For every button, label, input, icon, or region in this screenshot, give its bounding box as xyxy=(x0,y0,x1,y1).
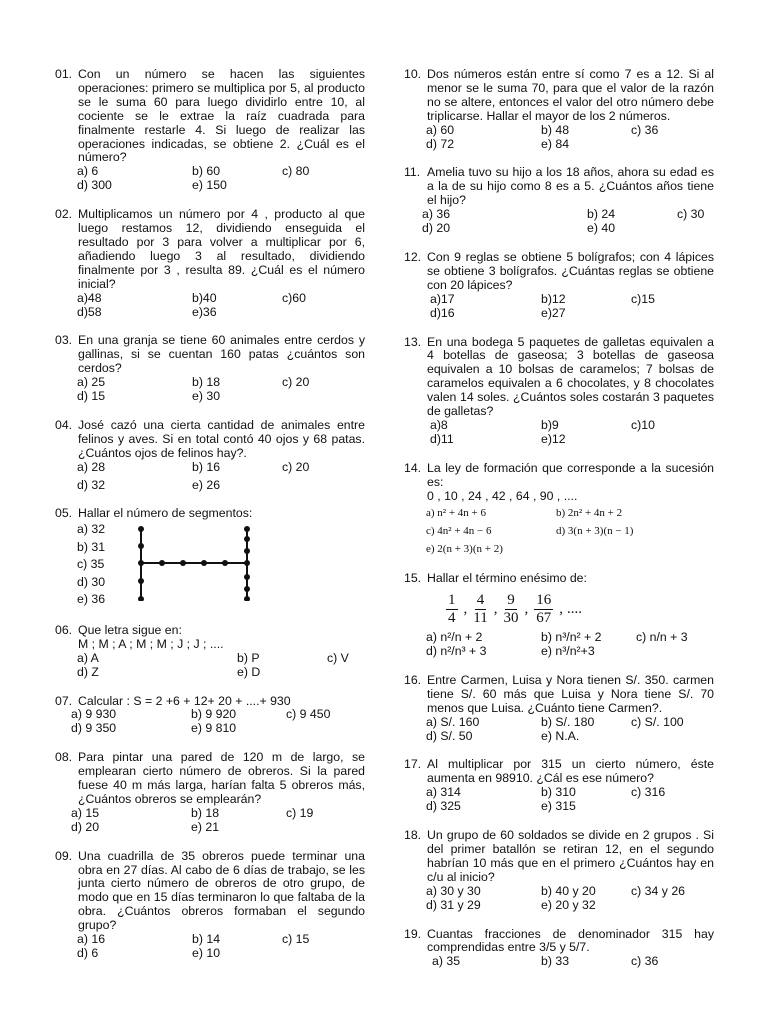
option-c: c) 20 xyxy=(282,459,310,474)
option-a: a)48 xyxy=(77,290,102,305)
option-d: d) 9 350 xyxy=(71,721,117,736)
option-c: c) V xyxy=(327,650,349,665)
option-d: d) 325 xyxy=(426,799,461,814)
option-d: d) 15 xyxy=(77,389,106,404)
option-b: b) 33 xyxy=(541,954,570,969)
option-d: d) S/. 50 xyxy=(426,728,473,743)
option-a: a) 6 xyxy=(77,164,99,179)
option-e: e) 150 xyxy=(192,178,227,193)
question-text: José cazó una cierta cantidad de animales entre felinos y aves. Si en total contó 40 ojos y 68 patas. ¿Cuántos ojos de felinos hay?. xyxy=(78,417,365,460)
question-number: 04. xyxy=(55,417,73,432)
question-17 xyxy=(404,758,714,814)
question-text: Con un número se hacen las siguientes operaciones: primero se multiplica por 5, al producto se le suma 60 para luego dividirlo entre 10, al cociente se le extrae la raíz cuadrada para finalmente restarle 4. Si luego de realizar las operaciones indicadas, se obtiene 2. ¿Cuál es el número? xyxy=(78,67,365,165)
option-a: a) S/. 160 xyxy=(426,714,480,729)
question-text: Para pintar una pared de 120 m de largo, se emplearan cierto número de obreros. Si la pared fuese 40 m más larga, harían falta 5 obreros más,¿Cuántos obreros se emplearán? xyxy=(78,750,365,806)
question-text: Con 9 reglas se obtiene 5 bolígrafos; con 4 lápices se obtiene 3 bolígrafos. ¿Cuántas reglas se obtiene con 20 lápices? xyxy=(427,249,714,292)
option-b: b) 18 xyxy=(191,805,220,820)
option-c: c) n/n + 3 xyxy=(636,630,688,645)
question-18 xyxy=(404,829,714,912)
question-07 xyxy=(55,695,365,737)
question-text: Que letra sigue en: M ; M ; A ; M ; M ; J ; J ; .... xyxy=(78,622,224,651)
option-b: b) 16 xyxy=(192,459,221,474)
option-b: b) S/. 180 xyxy=(541,714,595,729)
fraction-denominator: 30 xyxy=(503,610,519,627)
question-number: 01. xyxy=(55,67,73,81)
fraction-term xyxy=(503,592,518,627)
question-text: Amelia tuvo su hijo a los 18 años, ahora su edad es a la de su hijo como 8 es a 5. ¿Cuántos años tiene el hijo? xyxy=(427,165,714,208)
option-c: c) 35 xyxy=(77,557,105,572)
option-e: e) 315 xyxy=(541,799,576,814)
option-d: d) n²/n³ + 3 xyxy=(426,644,487,658)
option-a: a)8 xyxy=(430,417,448,432)
fraction-term xyxy=(446,592,458,627)
option-e: e) 10 xyxy=(192,946,221,960)
option-e: e) 20 y 32 xyxy=(541,897,596,912)
fraction-sequence: $\frac{1}{4}$ , $\frac{4}{11}$ , $\frac{9}{30}$ , $\frac{16}{67}$ , .... xyxy=(448,592,582,627)
option-c: c) 4n² + 4n − 6 xyxy=(426,525,492,538)
option-b: b) 40 y 20 xyxy=(541,883,596,898)
option-c: c) 80 xyxy=(282,164,310,179)
question-text: Hallar el número de segmentos: xyxy=(78,506,253,521)
option-a: a)17 xyxy=(430,291,455,306)
option-d: d) Z xyxy=(77,664,99,679)
option-a: a) 60 xyxy=(426,122,455,137)
question-number: 18. xyxy=(404,828,422,843)
question-text: Dos números están entre sí como 7 es a 12. Si al menor se le suma 70, para que el valor de la razón no se altere, entonces el valor del otro número debe triplicarse. Hallar el mayor de los 2 números. xyxy=(427,67,714,123)
option-b: b) 2n² + 4n + 2 xyxy=(556,507,623,520)
option-c: c) S/. 100 xyxy=(631,714,684,729)
option-b: b) 18 xyxy=(192,375,221,390)
question-number: 12. xyxy=(404,249,422,264)
fraction-term xyxy=(534,592,553,627)
question-number: 16. xyxy=(404,672,422,687)
question-12 xyxy=(404,251,714,321)
option-d: d) 72 xyxy=(426,136,455,151)
question-19 xyxy=(404,928,714,970)
option-d: d) 20 xyxy=(422,221,451,236)
option-e: e) 21 xyxy=(191,819,220,834)
option-c: c)10 xyxy=(631,417,655,432)
option-c: c) 20 xyxy=(282,375,310,390)
option-a: a) n² + 4n + 6 xyxy=(426,507,487,520)
question-number: 14. xyxy=(404,460,422,475)
option-d: d)16 xyxy=(430,305,455,320)
question-number: 06. xyxy=(55,622,73,637)
fraction-denominator: 4 xyxy=(448,610,456,627)
question-08 xyxy=(55,751,365,834)
fraction-denominator: 67 xyxy=(536,610,552,627)
option-e: e)27 xyxy=(541,305,566,320)
option-b: b) 9 920 xyxy=(191,707,237,722)
question-09 xyxy=(55,850,365,961)
question-text: Calcular : S = 2 +6 + 12+ 20 + ....+ 930 xyxy=(78,693,291,708)
question-02 xyxy=(55,208,365,319)
fraction-term xyxy=(473,592,487,627)
option-c: c) 15 xyxy=(282,932,310,947)
question-text: La ley de formación que corresponde a la sucesión es: 0 , 10 , 24 , 42 , 64 , 90 , .... xyxy=(427,460,714,503)
option-e: e) 40 xyxy=(587,221,616,236)
fraction-numerator: 16 xyxy=(536,592,552,609)
option-a: a) 28 xyxy=(77,459,106,474)
question-01 xyxy=(55,68,365,193)
option-b: b) 24 xyxy=(587,207,616,222)
sequence-ellipsis: .... xyxy=(566,600,582,617)
option-c: c) 9 450 xyxy=(286,707,331,722)
question-number: 11. xyxy=(404,165,421,180)
option-e: e) D xyxy=(237,664,261,679)
option-e: e) 2(n + 3)(n + 2) xyxy=(426,543,503,556)
option-c: c) 36 xyxy=(631,122,659,137)
option-e: e) 26 xyxy=(192,477,221,492)
question-text: Multiplicamos un número por 4 , producto al que luego restamos 12, dividiendo enseguida el resultado por 3 para volver a multiplicar por 6, añadiendo luego 3 al resultado, dividiendo finalmente por 3 , resulta 89. ¿Cuál es el número inicial? xyxy=(78,207,365,291)
question-04 xyxy=(55,419,365,493)
option-a: a) 9 930 xyxy=(71,707,117,722)
fraction-numerator: 9 xyxy=(507,592,515,609)
option-d: d) 3(n + 3)(n − 1) xyxy=(556,525,634,538)
option-c: c)15 xyxy=(631,291,655,306)
right-column xyxy=(404,68,714,984)
option-d: d) 32 xyxy=(77,477,106,492)
option-d: d) 30 xyxy=(77,574,106,589)
question-10 xyxy=(404,68,714,151)
question-text: Al multiplicar por 315 un cierto número, éste aumenta en 98910. ¿Cál es ese número? xyxy=(427,757,714,786)
option-b: b) P xyxy=(237,650,260,665)
option-b: b)12 xyxy=(541,291,566,306)
question-number: 19. xyxy=(404,926,422,941)
option-b: b) n³/n² + 2 xyxy=(541,630,602,645)
question-number: 08. xyxy=(55,750,73,765)
question-13 xyxy=(404,336,714,447)
option-e: e) 84 xyxy=(541,136,570,151)
option-c: c) 34 y 26 xyxy=(631,883,685,898)
option-a: a) 32 xyxy=(77,522,106,537)
option-e: e)12 xyxy=(541,431,566,446)
fraction-numerator: 1 xyxy=(448,592,456,609)
question-number: 10. xyxy=(404,67,422,81)
fraction-denominator: 11 xyxy=(473,610,488,627)
fraction-numerator: 4 xyxy=(476,592,485,609)
option-a: a) 30 y 30 xyxy=(426,883,481,898)
option-d: d) 20 xyxy=(71,819,100,834)
option-b: b)40 xyxy=(192,290,217,305)
option-e: e) N.A. xyxy=(541,728,580,743)
question-text: Entre Carmen, Luisa y Nora tienen S/. 350. carmen tiene S/. 60 más que Luisa y Nora tiene S/. 70 menos que Luisa. ¿Cuánto tiene Carmen?. xyxy=(427,672,714,715)
option-e: e) 30 xyxy=(192,389,221,404)
option-c: c) 19 xyxy=(286,805,314,820)
question-text: En una bodega 5 paquetes de galletas equivalen a 4 botellas de gaseosa; 3 botellas de gaseosa equivalen a 10 bolsas de caramelos; 7 bolsas de caramelos equivalen a 6 chocolates, y 8 chocolates valen 14 soles. ¿Cuántos soles costarán 3 paquetes de galletas? xyxy=(427,334,714,419)
option-c: c) 36 xyxy=(631,954,659,969)
option-a: a) 36 xyxy=(422,207,451,222)
question-text: Hallar el término enésimo de: xyxy=(427,571,587,586)
option-e: e)36 xyxy=(192,304,217,319)
option-d: d)58 xyxy=(77,304,102,319)
option-c: c) 316 xyxy=(631,785,666,800)
option-a: a) 35 xyxy=(432,954,461,969)
question-06 xyxy=(55,624,365,680)
option-a: a) 314 xyxy=(426,785,461,800)
question-number: 02. xyxy=(55,207,73,222)
option-c: c) 30 xyxy=(677,207,705,222)
segment-figure xyxy=(135,525,255,601)
option-e: e) 36 xyxy=(77,592,106,607)
option-b: b) 310 xyxy=(541,785,576,800)
question-number: 03. xyxy=(55,333,73,348)
option-b: b)9 xyxy=(541,417,559,432)
option-d: d)11 xyxy=(430,431,454,446)
option-b: b) 14 xyxy=(192,932,221,947)
option-d: d) 31 y 29 xyxy=(426,897,481,912)
question-11 xyxy=(404,166,714,236)
option-d: d) 300 xyxy=(77,178,112,193)
question-text: Cuantas fracciones de denominador 315 hay comprendidas entre 3/5 y 5/7. xyxy=(427,926,714,955)
question-15 xyxy=(404,572,714,659)
option-b: b) 48 xyxy=(541,122,570,137)
option-a: a) n²/n + 2 xyxy=(426,630,483,645)
question-text: En una granja se tiene 60 animales entre cerdos y gallinas, si se cuentan 160 patas ¿cuántos son cerdos? xyxy=(78,333,365,376)
question-number: 07. xyxy=(55,693,73,708)
option-a: a) 15 xyxy=(71,805,100,820)
option-e: e) 9 810 xyxy=(191,721,237,736)
option-b: b) 31 xyxy=(77,539,106,554)
option-a: a) 16 xyxy=(77,932,106,947)
option-a: a) 25 xyxy=(77,375,106,390)
left-column xyxy=(55,68,365,976)
question-number: 15. xyxy=(404,571,422,586)
question-number: 05. xyxy=(55,506,73,521)
question-16 xyxy=(404,674,714,744)
question-number: 09. xyxy=(55,848,73,863)
option-e: e) n³/n²+3 xyxy=(541,644,595,658)
option-c: c)60 xyxy=(282,290,306,305)
option-a: a) A xyxy=(77,650,99,665)
question-03 xyxy=(55,334,365,404)
question-05 xyxy=(55,507,365,608)
question-14 xyxy=(404,462,714,557)
option-b: b) 60 xyxy=(192,164,221,179)
question-text: Una cuadrilla de 35 obreros puede terminar una obra en 27 días. Al cabo de 6 días de trabajo, se les junta cierto número de obreros de otro grupo, de modo que en 15 días terminaron lo que faltaba de la obra. ¿Cuántos obreros formaban el segundo grupo? xyxy=(78,848,365,933)
question-text: Un grupo de 60 soldados se divide en 2 grupos . Si del primer batallón se retiran 12, en el segundo habrían 10 más que en el primero ¿Cuántos hay en c/u al inicio? xyxy=(427,828,714,884)
option-d: d) 6 xyxy=(77,946,99,960)
question-number: 17. xyxy=(404,757,422,772)
question-number: 13. xyxy=(404,334,422,349)
